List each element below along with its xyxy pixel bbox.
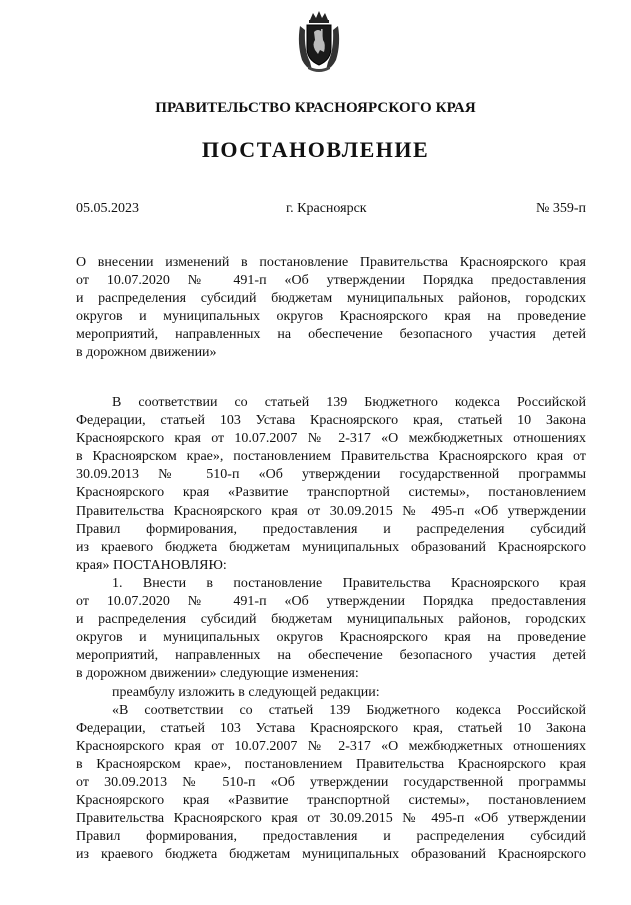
body-line: 1. Внести в постановление Правительства Красноярского края (112, 575, 586, 591)
body-line: в Красноярском крае», постановлением Правительства Красноярского края (76, 756, 586, 772)
subject-line: от 10.07.2020 № 491-п «Об утверждении Порядка предоставления (76, 273, 586, 289)
body-line: Правил формирования, предоставления и распределения субсидий (76, 829, 586, 845)
body-line: Красноярского края от 10.07.2007 № 2-317 «О межбюджетных отношениях (76, 738, 586, 754)
body-line: в дорожном движении» следующие изменения: (76, 666, 359, 682)
body-line: от 10.07.2020 № 491-п «Об утверждении Порядка предоставления (76, 594, 586, 610)
body-line: Правительства Красноярского края от 30.09.2015 № 495-п «Об утверждении (76, 811, 586, 827)
body-line: Красноярского края от 10.07.2007 № 2-317 «О межбюджетных отношениях (76, 431, 586, 447)
body-line: Красноярского края «Развитие транспортной системы», постановлением (76, 485, 586, 501)
document-date: 05.05.2023 (76, 201, 139, 216)
body-line: от 30.09.2013 № 510-п «Об утверждении государственной программы (76, 774, 586, 790)
krasnoyarsk-coat-of-arms-icon (296, 10, 342, 74)
body-line: Федерации, статьей 103 Устава Красноярского края, статьей 10 Закона (76, 720, 586, 736)
body-line: «В соответствии со статьей 139 Бюджетного кодекса Российской (112, 702, 586, 718)
subject-line: О внесении изменений в постановление Правительства Красноярского края (76, 255, 586, 270)
body-line: 30.09.2013 № 510-п «Об утверждении государственной программы (76, 467, 586, 483)
body-line: из краевого бюджета бюджетам муниципальных образований Красноярского (76, 847, 586, 863)
subject-line: и распределения субсидий бюджетам муниципальных районов, городских (76, 291, 586, 307)
body-line: мероприятий, направленных на обеспечение безопасного участия детей (76, 648, 586, 664)
document-city: г. Красноярск (286, 201, 367, 216)
document-number: № 359-п (535, 201, 586, 216)
body-line: Красноярского края «Развитие транспортной системы», постановлением (76, 793, 586, 809)
body-line: и распределения субсидий бюджетам муниципальных районов, городских (76, 612, 586, 628)
subject-line: округов и муниципальных округов Красноярского края на проведение (76, 309, 586, 325)
body-line: В соответствии со статьей 139 Бюджетного кодекса Российской (112, 395, 586, 410)
organization-title: ПРАВИТЕЛЬСТВО КРАСНОЯРСКОГО КРАЯ (155, 100, 476, 116)
body-line: преамбулу изложить в следующей редакции: (112, 684, 380, 700)
body-line: округов и муниципальных округов Красноярского края на проведение (76, 630, 586, 646)
body-line: Федерации, статьей 103 Устава Красноярского края, статьей 10 Закона (76, 413, 586, 429)
subject-line: мероприятий, направленных на обеспечение безопасного участия детей (76, 327, 586, 343)
document-body (76, 394, 586, 864)
body-line: Правил формирования, предоставления и распределения субсидий (76, 521, 586, 537)
body-line: в Красноярском крае», постановлением Правительства Красноярского края от (76, 449, 586, 465)
document-type-title: ПОСТАНОВЛЕНИЕ (201, 137, 430, 162)
subject-line: в дорожном движении» (76, 345, 217, 361)
body-line: края» ПОСТАНОВЛЯЮ: (76, 557, 227, 573)
body-line: из краевого бюджета бюджетам муниципальных образований Красноярского (76, 539, 586, 555)
document-subject (76, 254, 586, 363)
body-line: Правительства Красноярского края от 30.09.2015 № 495-п «Об утверждении (76, 503, 586, 519)
